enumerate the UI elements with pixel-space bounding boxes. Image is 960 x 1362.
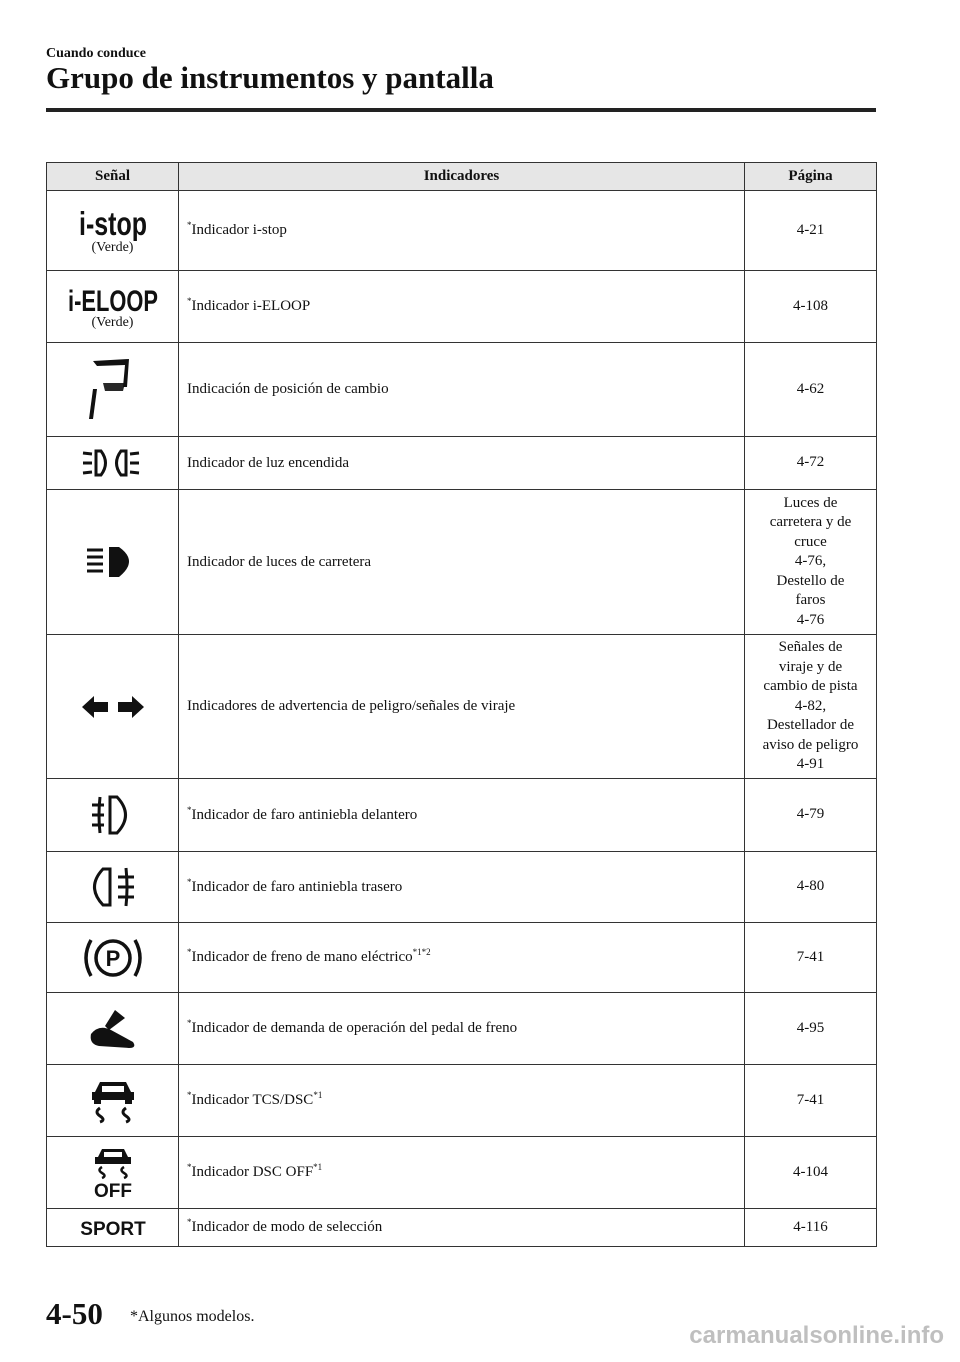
table-row: *Indicador TCS/DSC$^{*1}$ 7-41 (47, 1065, 877, 1137)
lights-on-icon (81, 446, 145, 480)
page-ref: 4-116 (793, 1218, 828, 1235)
page-ref: cambio de pista (763, 678, 858, 695)
brake-pedal-icon (85, 1006, 141, 1052)
page-ref: 4-104 (793, 1163, 828, 1180)
page-ref: Luces de (783, 494, 838, 511)
indicator-description: Indicación de posición de cambio (187, 381, 389, 397)
indicator-description: Indicador DSC OFF (191, 1164, 314, 1180)
page-ref: viraje y de (778, 658, 843, 675)
page-title: Grupo de instrumentos y pantalla (46, 60, 494, 95)
svg-text:i-ELOOP: i-ELOOP (67, 285, 158, 316)
footnote-ref: *1 (313, 1090, 323, 1100)
page-ref: 4-21 (796, 221, 825, 238)
page-ref: carretera y de (769, 514, 852, 531)
color-label: (Verde) (91, 315, 134, 330)
page-ref: cruce (794, 533, 827, 550)
sport-mode-icon (71, 1216, 155, 1240)
table-row (47, 437, 877, 490)
i-stop-icon (73, 205, 153, 241)
header-signal: Señal (47, 163, 179, 191)
page-ref: 4-62 (796, 380, 825, 397)
page-ref: 4-95 (796, 1019, 825, 1036)
page-ref: 4-108 (793, 297, 828, 314)
indicator-table (46, 162, 877, 1247)
parking-brake-icon (81, 934, 145, 982)
page-ref: 4-82, (794, 697, 827, 714)
title-rule (46, 108, 876, 112)
indicator-description: Indicador de faro antiniebla trasero (191, 878, 403, 895)
indicator-description: Indicador TCS/DSC (191, 1092, 314, 1108)
header-indicators: Indicadores (179, 163, 745, 191)
indicator-description: Indicador de luz encendida (187, 454, 350, 471)
svg-text:i-stop: i-stop (78, 205, 147, 241)
tcs-dsc-icon (88, 1078, 138, 1124)
page-ref: aviso de peligro (762, 736, 859, 753)
footnote: *Algunos modelos. (130, 1308, 255, 1325)
indicator-description: Indicadores de advertencia de peligro/señales de viraje (187, 698, 516, 714)
table-row: *Indicador de demanda de operación del pedal de freno 4-95 (47, 993, 877, 1065)
svg-text:OFF: OFF (93, 1180, 132, 1199)
table-row (47, 635, 877, 779)
table-row: i-ELOOP (Verde) *Indicador i-ELOOP 4-108 (47, 271, 877, 343)
indicator-description: Indicador de faro antiniebla delantero (191, 806, 418, 823)
footnote-ref: *1*2 (412, 947, 431, 957)
header-page: Página (745, 163, 877, 191)
watermark: carmanualsonline.info (689, 1322, 944, 1349)
page-number: 4-50 (46, 1296, 103, 1331)
turn-signal-icon (80, 693, 146, 721)
table-row: OFF *Indicador DSC OFF$^{*1}$ 4-104 (47, 1137, 877, 1209)
color-label: (Verde) (91, 240, 134, 255)
dsc-off-icon (86, 1147, 140, 1199)
front-fog-icon (90, 793, 136, 837)
high-beam-icon (83, 544, 143, 580)
page-ref: 7-41 (796, 1091, 825, 1108)
table-row: *Indicador de faro antiniebla delantero 4-79 (47, 779, 877, 852)
indicator-description: Indicador de modo de selección (191, 1219, 383, 1235)
table-row: i-stop (Verde) *Indicador i-stop 4-21 (47, 191, 877, 271)
page-ref: 7-41 (796, 948, 825, 965)
page-ref: 4-79 (796, 806, 825, 823)
page-ref: 4-72 (796, 454, 825, 471)
page-ref: Destellador de (766, 717, 855, 734)
indicator-description: Indicador de luces de carretera (187, 553, 372, 570)
page-ref: 4-91 (796, 756, 825, 773)
footnote-ref: *1 (313, 1162, 323, 1172)
indicator-description: Indicador de freno de mano eléctrico (191, 949, 413, 965)
table-header-row (47, 163, 877, 191)
indicator-description: Indicador i-stop (191, 222, 287, 238)
indicator-description: Indicador de demanda de operación del pedal de freno (191, 1020, 518, 1036)
indicator-description: Indicador i-ELOOP (191, 298, 311, 314)
svg-text:P: P (105, 945, 120, 971)
page-ref: faros (795, 592, 826, 609)
table-row: SPORT *Indicador de modo de selección 4-116 (47, 1209, 877, 1247)
page-ref: 4-76 (796, 611, 825, 628)
gear-position-icon (83, 355, 143, 425)
table-row: P *Indicador de freno de mano eléctrico$^{*1*2}$ 7-41 (47, 923, 877, 993)
table-row: *Indicador de faro antiniebla trasero 4-80 (47, 852, 877, 923)
section-heading: Cuando conduce (46, 46, 146, 61)
page-ref: 4-76, (794, 553, 827, 570)
table-row (47, 343, 877, 437)
svg-text:SPORT: SPORT (79, 1218, 146, 1240)
page-ref: 4-80 (796, 878, 825, 895)
page-ref: Destello de (776, 572, 845, 589)
rear-fog-icon (88, 864, 138, 910)
page-ref: Señales de (778, 639, 843, 656)
i-eloop-icon (65, 282, 161, 316)
table-row (47, 490, 877, 635)
